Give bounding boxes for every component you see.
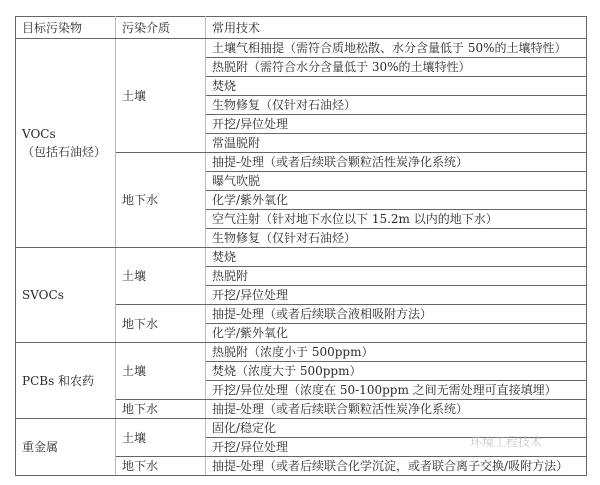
technology-cell: 抽提-处理（或者后续联合颗粒活性炭净化系统） xyxy=(206,153,587,172)
technology-cell: 固化/稳定化 xyxy=(206,419,587,438)
technology-cell: 焚烧 xyxy=(206,248,587,267)
medium-cell: 地下水 xyxy=(116,305,206,343)
medium-cell: 土壤 xyxy=(116,39,206,153)
pollutant-name: PCBs 和农药 xyxy=(22,373,95,388)
header-pollutant: 目标污染物 xyxy=(16,17,116,39)
technology-cell: 开挖/异位处理 xyxy=(206,438,587,457)
pollutant-cell xyxy=(16,419,116,476)
technology-cell: 化学/紫外氧化 xyxy=(206,324,587,343)
technology-cell: 抽提-处理（或者后续联合颗粒活性炭净化系统） xyxy=(206,400,587,419)
pollutant-name: 重金属 xyxy=(22,440,59,454)
medium-cell: 土壤 xyxy=(116,343,206,400)
technology-cell: 抽提-处理（或者后续联合化学沉淀，或者联合离子交换/吸附方法） xyxy=(206,457,587,476)
table-row xyxy=(16,39,587,58)
technology-cell: 空气注射（针对地下水位以下 15.2m 以内的地下水） xyxy=(206,210,587,229)
technology-cell: 热脱附 xyxy=(206,267,587,286)
watermark: 环境工程技术 xyxy=(470,435,543,449)
technology-cell: 土壤气相抽提（需符合质地松散、水分含量低于 50%的土壤特性） xyxy=(206,39,587,58)
table-header-row xyxy=(16,17,587,39)
technology-cell: 开挖/异位处理 xyxy=(206,286,587,305)
technology-cell: 曝气吹脱 xyxy=(206,172,587,191)
technology-cell: 生物修复（仅针对石油烃） xyxy=(206,229,587,248)
pollutant-cell xyxy=(16,343,116,419)
technology-cell: 热脱附（需符合水分含量低于 30%的土壤特性） xyxy=(206,58,587,77)
pollutant-cell xyxy=(16,39,116,248)
medium-cell: 地下水 xyxy=(116,153,206,248)
medium-cell: 土壤 xyxy=(116,419,206,457)
pollutant-name: SVOCs xyxy=(22,288,64,302)
technology-cell: 焚烧（浓度大于 500ppm） xyxy=(206,362,587,381)
header-medium: 污染介质 xyxy=(116,17,206,39)
technology-cell: 开挖/异位处理（浓度在 50-100ppm 之间无需处理可直接填埋） xyxy=(206,381,587,400)
technology-cell: 常温脱附 xyxy=(206,134,587,153)
technology-cell: 抽提-处理（或者后续联合液相吸附方法） xyxy=(206,305,587,324)
table-row xyxy=(16,248,587,267)
technology-cell: 热脱附（浓度小于 500ppm） xyxy=(206,343,587,362)
medium-cell: 地下水 xyxy=(116,457,206,476)
technology-cell: 生物修复（仅针对石油烃） xyxy=(206,96,587,115)
pollutant-cell xyxy=(16,248,116,343)
remediation-technology-table xyxy=(15,16,587,476)
medium-cell: 地下水 xyxy=(116,400,206,419)
medium-cell: 土壤 xyxy=(116,248,206,305)
technology-cell: 化学/紫外氧化 xyxy=(206,191,587,210)
table-row xyxy=(16,343,587,362)
pollutant-name: VOCs xyxy=(22,127,56,141)
pollutant-note: （包括石油烃） xyxy=(22,145,107,159)
header-technology: 常用技术 xyxy=(206,17,587,39)
technology-cell: 开挖/异位处理 xyxy=(206,115,587,134)
technology-cell: 焚烧 xyxy=(206,77,587,96)
